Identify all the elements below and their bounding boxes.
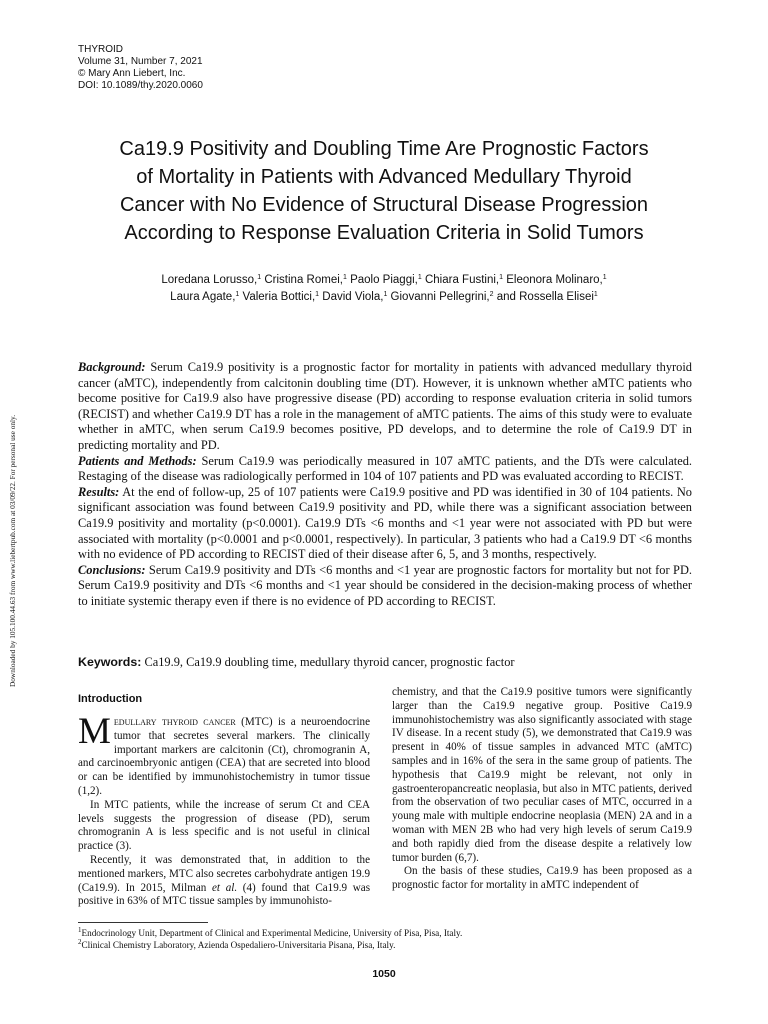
conclusions-label: Conclusions: [78, 562, 146, 577]
download-note-text: Downloaded by 105.100.44.63 from www.liebertpub.com at 03/09/22. For personal use only. [8, 414, 17, 687]
body-column-right [392, 686, 692, 893]
abstract-results [78, 485, 692, 563]
footnote-divider [78, 922, 208, 923]
body-column-left [78, 711, 371, 909]
journal-name: THYROID [78, 44, 123, 55]
intro-paragraph-3-continued: chemistry, and that the Ca19.9 positive tumors were significantly larger than the Ca19.9 negative group. Positive Ca19.9 immunohistochemistry was also significantly associated with stage IV disease. In a recent study (5), we demonstrated that Ca19.9 was present in 40% of tissue samples in advanced MTC (aMTC) samples and in 16% of the sera in the same group of patients. The hypothesis that Ca19.9 might be relevant, not only in gastroenteropancreatic neoplasia, but also in MTC patients, derived from the observation of two peculiar cases of MTC, occurred in a young male with multiple endocrine neoplasia (MEN) 2A and in a woman with MEN 2B who had very high levels of serum Ca19.9 and both rapidly died from the disease despite a relatively low tumor burden (6,7). [392, 686, 692, 864]
page-number: 1050 [372, 968, 396, 980]
author-affiliation-mark: 2 [489, 291, 494, 298]
affiliation-mark: 1 [78, 926, 82, 934]
intro-lead-smallcaps: edullary thyroid cancer [113, 716, 236, 728]
author-name: Loredana Lorusso, [161, 274, 258, 286]
article-title [60, 135, 708, 247]
intro-paragraph-3 [78, 854, 370, 909]
author-affiliation-mark: 1 [383, 291, 388, 298]
abstract-conclusions [78, 563, 692, 610]
title-line: of Mortality in Patients with Advanced Medullary Thyroid [136, 166, 632, 188]
author-affiliation-mark: 1 [235, 291, 240, 298]
background-text: Serum Ca19.9 positivity is a prognostic factor for mortality in patients with advanced medullary thyroid cancer (aMTC), independently from calcitonin doubling time (DT). However, it is unknown whether aMTC patients who become positive for Ca19.9 also have progressive disease (PD) according to response evaluation criteria in solid tumors (RECIST) and whether Ca19.9 DT has a role in the management of aMTC patients. The aims of this study were to evaluate whether in aMTC, when serum Ca19.9 becomes positive, PD develops, and to determine the role of Ca19.9 DT in predicting mortality and PD. [78, 360, 692, 452]
intro-p3-text-a: Recently, it was demonstrated that, in addition to the mentioned markers, MTC also secretes carbohydrate antigen 19.9 (Ca19.9). In 2015, Milman [78, 853, 370, 894]
affiliation-text: Endocrinology Unit, Department of Clinical and Experimental Medicine, University of Pisa, Pisa, Italy. [81, 928, 463, 938]
title-line: Ca19.9 Positivity and Doubling Time Are Prognostic Factors [119, 138, 649, 160]
journal-copyright: © Mary Ann Liebert, Inc. [78, 68, 186, 79]
affiliation-mark: 2 [78, 937, 82, 946]
keywords-text: Ca19.9, Ca19.9 doubling time, medullary thyroid cancer, prognostic factor [141, 655, 515, 669]
intro-p1-text: (MTC) is a neuroendocrine tumor that secretes several markers. The clinically important markers are calcitonin (Ct), chromogranin A, and carcinoembryonic antigen (CEA) that are secreted into blood or can be identified by immunohistochemistry in tumor tissue (1,2). [78, 716, 371, 797]
affiliations [78, 928, 462, 951]
methods-text: Serum Ca19.9 was periodically measured in 107 aMTC patients, and the DTs were calculated. Restaging of the disease was radiologically performed in 104 of 107 patients and PD was evaluated according to RECIST. [78, 453, 692, 484]
section-heading-introduction: Introduction [78, 693, 143, 705]
title-line: According to Response Evaluation Criteria in Solid Tumors [124, 222, 644, 244]
author-name: Valeria Bottici, [242, 291, 316, 303]
affiliation-2 [78, 937, 462, 952]
abstract-background [78, 360, 692, 454]
author-affiliation-mark: 1 [499, 274, 504, 281]
journal-doi[interactable]: DOI: 10.1089/thy.2020.0060 [78, 80, 203, 91]
author-affiliation-mark: 1 [602, 274, 607, 281]
methods-label: Patients and Methods: [78, 453, 197, 468]
conclusions-text: Serum Ca19.9 positivity and DTs <6 months and <1 year are prognostic factors for mortality but not for PD. Serum Ca19.9 positivity and DTs <6 months and <1 year should be considered in the decision-making process of whether to initiate systemic therapy even if there is no evidence of PD according to RECIST. [78, 562, 692, 608]
intro-paragraph-2: In MTC patients, while the increase of serum Ct and CEA levels suggests the progression of disease (PD), serum chromogranin A is less specific and is not useful in clinical practice (3). [78, 798, 370, 853]
abstract-methods [78, 454, 692, 485]
author-name: Chiara Fustini, [424, 274, 500, 286]
background-label: Background: [78, 360, 146, 374]
author-affiliation-mark: 1 [593, 291, 598, 298]
author-affiliation-mark: 1 [417, 274, 422, 281]
keywords-label: Keywords: [78, 655, 142, 669]
author-name: Paolo Piaggi, [350, 274, 418, 286]
keywords [78, 654, 692, 670]
affiliation-1 [78, 928, 462, 940]
download-note [8, 347, 18, 687]
drop-cap: M [78, 711, 111, 752]
author-line-2 [60, 289, 708, 306]
results-text: At the end of follow-up, 25 of 107 patients were Ca19.9 positive and PD was identified in 30 of 104 patients. No significant association was found between Ca19.9 positivity and PD, while there was a significant association between Ca19.9 positivity and mortality (p<0.0001). Ca19.9 DTs <6 months and <1 year were not associated with PD but were associated with mortality (p<0.0001 and p<0.0001, respectively). In particular, 3 patients who had a Ca19.9 DT <6 months with no evidence of PD according to RECIST died of their disease after 6, 5, and 3 months, respectively. [78, 484, 692, 562]
author-affiliation-mark: 1 [315, 291, 320, 298]
affiliation-text: Clinical Chemistry Laboratory, Azienda Ospedaliero-Universitaria Pisana, Pisa, Italy. [81, 939, 396, 950]
author-affiliation-mark: 1 [257, 274, 262, 281]
author-name: David Viola, [322, 291, 384, 303]
abstract [78, 360, 692, 610]
author-list [60, 272, 708, 306]
intro-paragraph-1 [78, 711, 371, 799]
intro-p3-text-b: (4) found that Ca19.9 was positive in 63% of MTC tissue samples by immunohisto- [78, 881, 371, 908]
author-line-1 [60, 272, 708, 289]
intro-paragraph-4: On the basis of these studies, Ca19.9 has been proposed as a prognostic factor for mortality in aMTC independent of [392, 865, 692, 892]
author-name: Laura Agate, [170, 291, 236, 303]
author-affiliation-mark: 1 [342, 274, 347, 281]
author-name: Eleonora Molinaro, [506, 274, 603, 286]
author-name: and Rossella Elisei [496, 291, 594, 303]
intro-p3-etal: et al. [212, 881, 238, 894]
title-line: Cancer with No Evidence of Structural Disease Progression [119, 194, 649, 216]
author-name: Cristina Romei, [264, 274, 343, 286]
journal-volume: Volume 31, Number 7, 2021 [78, 56, 203, 67]
journal-header [78, 44, 203, 92]
results-label: Results: [78, 484, 120, 499]
author-name: Giovanni Pellegrini, [390, 291, 490, 303]
